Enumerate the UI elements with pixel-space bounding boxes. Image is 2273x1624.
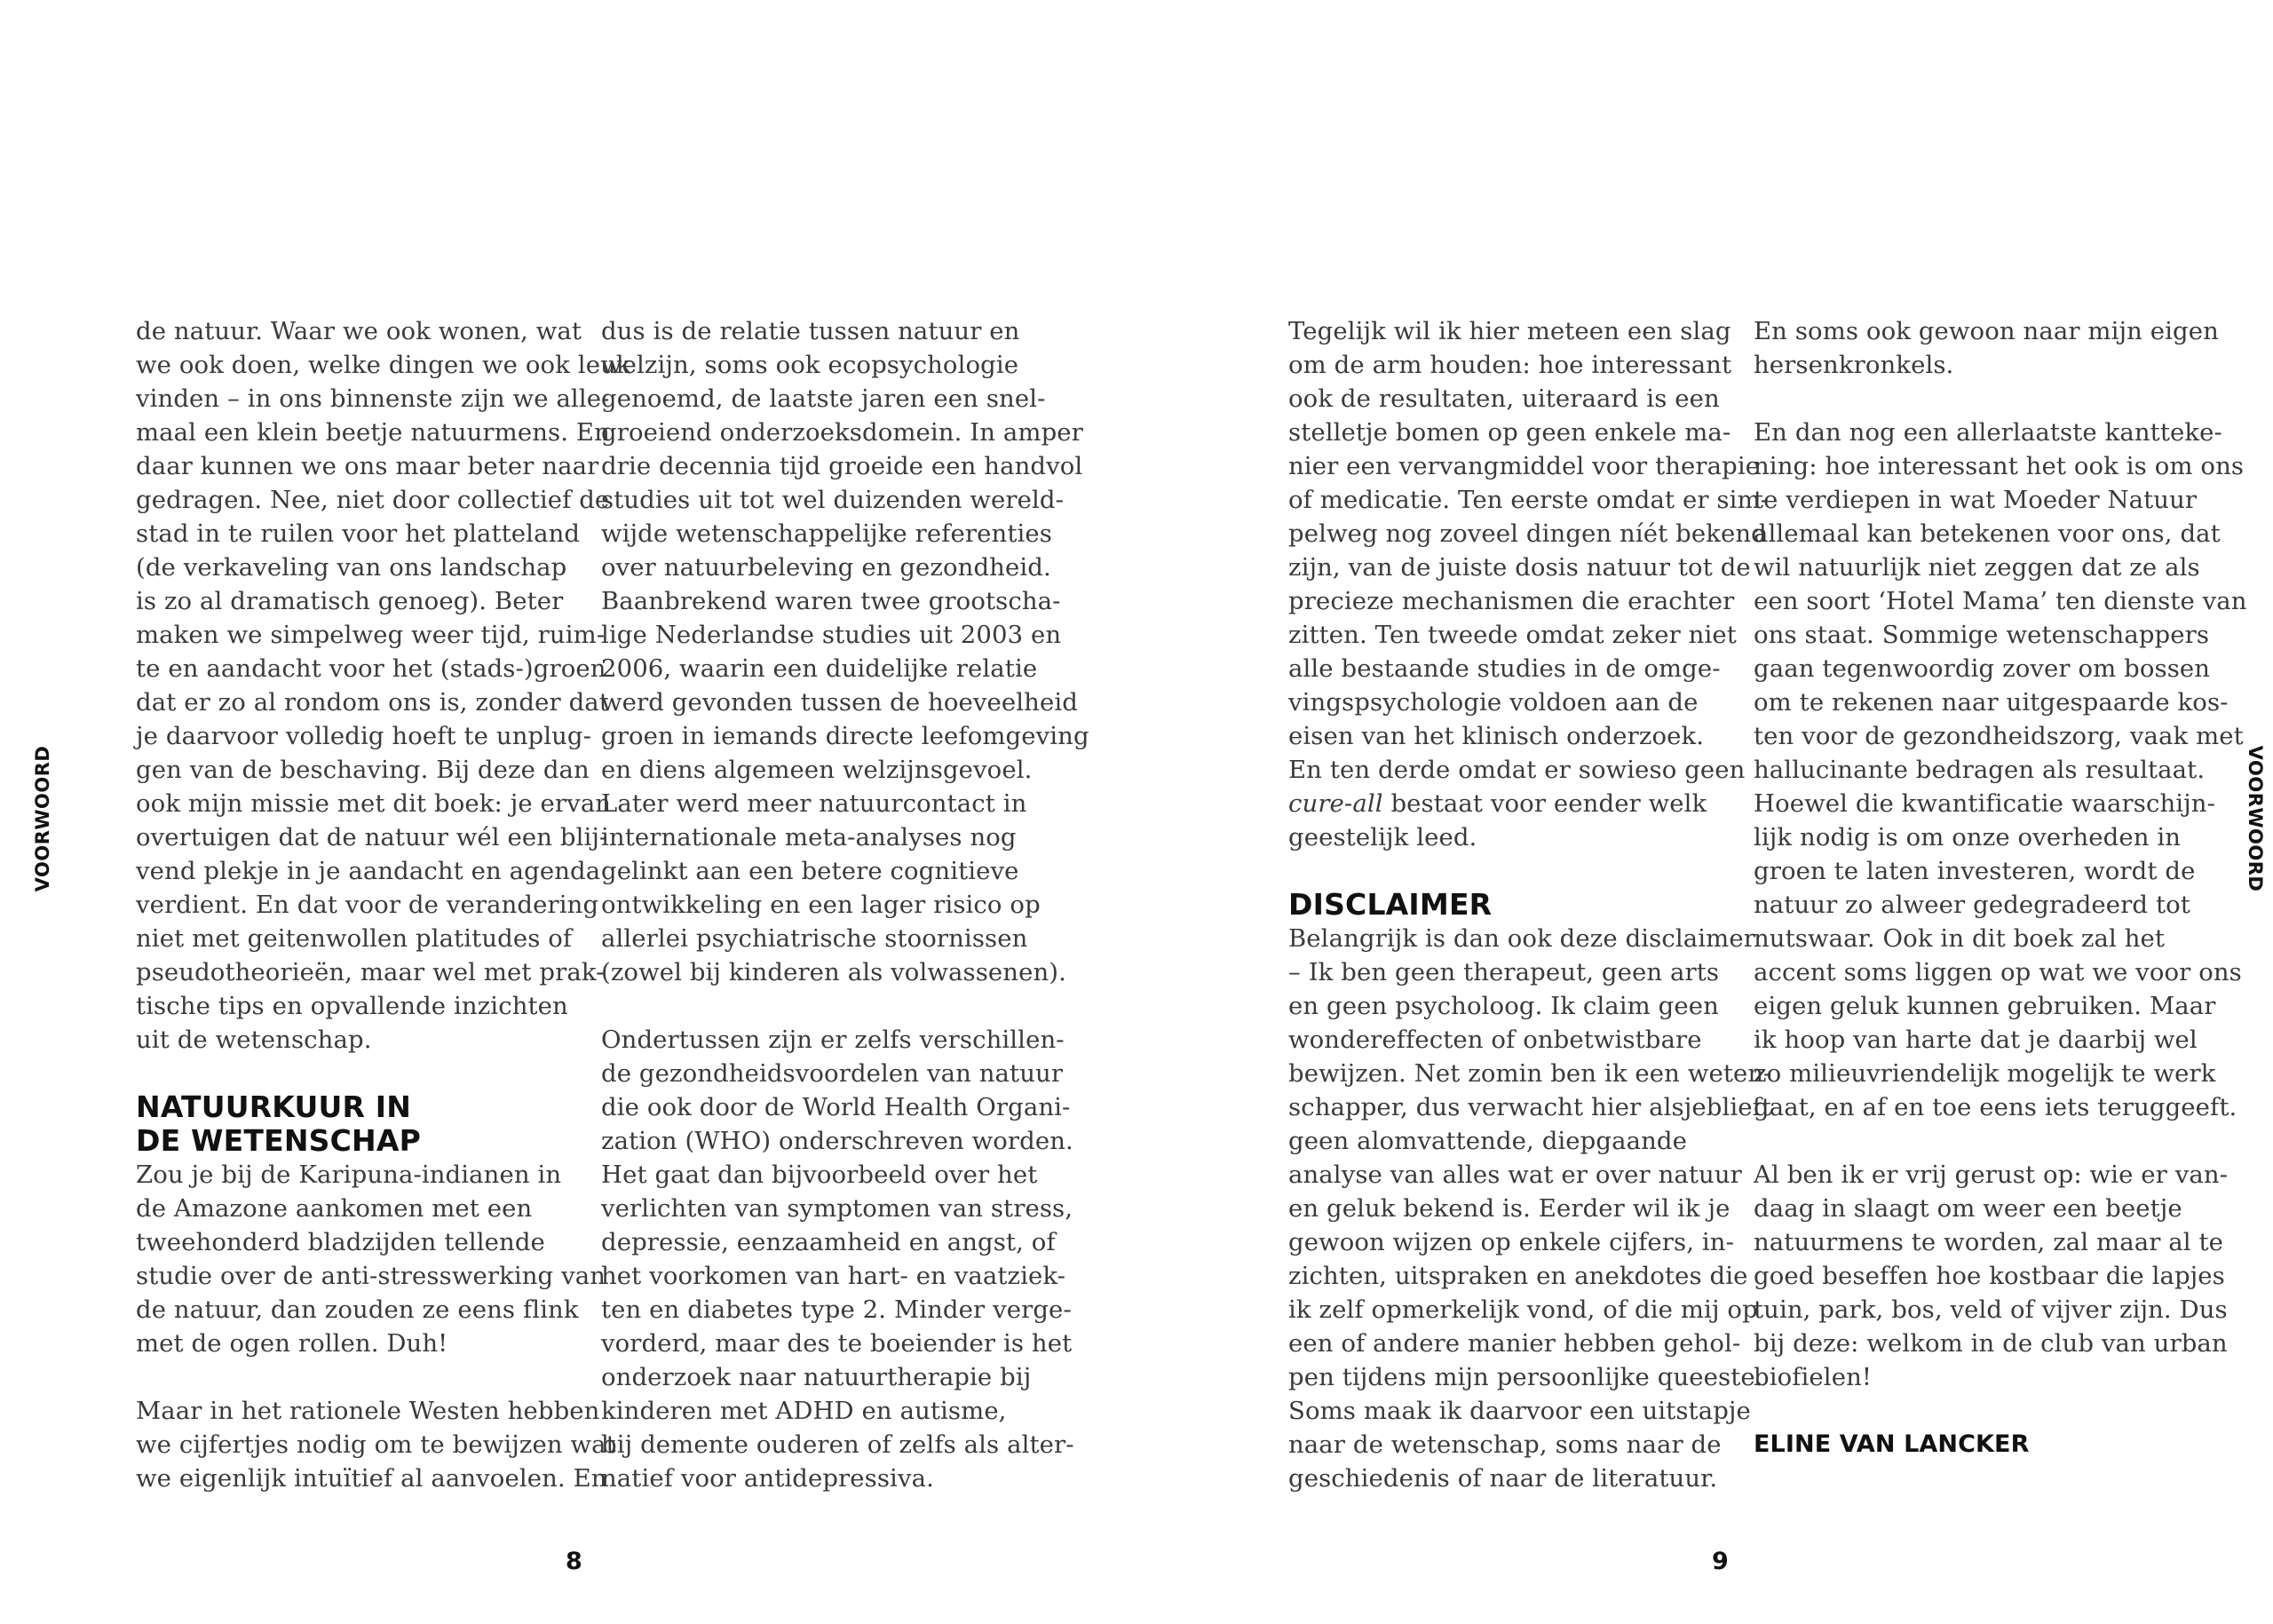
text-line: analyse van alles wat er over natuur [1288, 1161, 1742, 1189]
text-line: je daarvoor volledig hoeft te unplug- [136, 722, 592, 750]
text-line: (zowel bij kinderen als volwassenen). [601, 958, 1066, 986]
text-line: tuin, park, bos, veld of vijver zijn. Dus [1754, 1295, 2228, 1324]
text-line: Maar in het rationele Westen hebben [136, 1397, 600, 1425]
column-3 [1288, 314, 1772, 1495]
text-line: tweehonderd bladzijden tellende [136, 1228, 545, 1256]
text-line: naar de wetenschap, soms naar de [1288, 1430, 1722, 1459]
text-line: te en aandacht voor het (stads-)groen [136, 654, 606, 683]
text-line: natuurmens te worden, zal maar al te [1754, 1228, 2224, 1256]
paragraph [136, 1158, 606, 1360]
text-line: gaat, en af en toe eens iets teruggeeft. [1754, 1093, 2237, 1121]
text-line: zitten. Ten tweede omdat zeker niet [1288, 621, 1737, 649]
paragraph [136, 1394, 616, 1495]
text-line: accent soms liggen op wat we voor ons [1754, 958, 2242, 986]
text-line: ik hoop van harte dat je daarbij wel [1754, 1026, 2198, 1054]
text-line: we ook doen, welke dingen we ook leuk [136, 351, 631, 379]
text-line: wondereffecten of onbetwistbare [1288, 1026, 1702, 1054]
section-heading-disclaimer: DISCLAIMER [1288, 887, 1493, 922]
text-line: 2006, waarin een duidelijke relatie [601, 654, 1038, 683]
text-line: zichten, uitspraken en anekdotes die [1288, 1262, 1748, 1290]
text-line: ons staat. Sommige wetenschappers [1754, 621, 2210, 649]
text-line: we eigenlijk intuïtief al aanvoelen. En [136, 1464, 607, 1493]
text-line: nier een vervangmiddel voor therapie [1288, 452, 1761, 480]
text-line: met de ogen rollen. Duh! [136, 1329, 448, 1358]
text-line: DE WETENSCHAP [136, 1123, 421, 1158]
text-line: vinden – in ons binnenste zijn we alle- [136, 384, 610, 413]
text-line: vingspsychologie voldoen aan de [1288, 688, 1699, 717]
text-line: ik zelf opmerkelijk vond, of die mij op [1288, 1295, 1758, 1324]
text-line: ook mijn missie met dit boek: je ervan [136, 789, 612, 818]
text-line: gen van de beschaving. Bij deze dan [136, 756, 590, 784]
text-line: wijde wetenschappelijke referenties [601, 519, 1052, 548]
text-line: tische tips en opvallende inzichten [136, 992, 568, 1020]
paragraph [1754, 1158, 2229, 1394]
text-line: daar kunnen we ons maar beter naar [136, 452, 599, 480]
text-line: internationale meta-analyses nog [601, 823, 1017, 852]
text-line: over natuurbeleving en gezondheid. [601, 553, 1051, 582]
text-line: geestelijk leed. [1288, 823, 1477, 852]
text-line: biofielen! [1754, 1363, 1873, 1391]
text-line: uit de wetenschap. [136, 1026, 372, 1054]
text-line: (de verkaveling van ons landschap [136, 553, 567, 582]
text-line: vorderd, maar des te boeiender is het [601, 1329, 1073, 1358]
text-line: te verdiepen in wat Moeder Natuur [1754, 486, 2198, 514]
paragraph [136, 314, 631, 1057]
text-line: hersenkronkels. [1754, 351, 1954, 379]
text-line: ning: hoe interessant het ook is om ons [1754, 452, 2245, 480]
text-line: het voorkomen van hart- en vaatziek- [601, 1262, 1066, 1290]
text-line: bewijzen. Net zomin ben ik een weten- [1288, 1059, 1772, 1088]
italic-term: cure-all [1288, 789, 1383, 818]
text-line: maal een klein beetje natuurmens. En [136, 418, 610, 447]
paragraph [1754, 314, 2219, 382]
text-line: drie decennia tijd groeide een handvol [601, 452, 1083, 480]
text-line: dus is de relatie tussen natuur en [601, 317, 1020, 345]
paragraph [1288, 922, 1772, 1495]
column-4 [1754, 314, 2247, 1462]
text-line: bij demente ouderen of zelfs als alter- [601, 1430, 1074, 1459]
text-line: en diens algemeen welzijnsgevoel. [601, 756, 1033, 784]
paragraph [1754, 416, 2247, 1124]
text-line: lijk nodig is om onze overheden in [1754, 823, 2182, 852]
text-line: eisen van het klinisch onderzoek. [1288, 722, 1705, 750]
text-line: Later werd meer natuurcontact in [601, 789, 1027, 818]
text-line: En ten derde omdat er sowieso geen [1288, 756, 1746, 784]
text-line: precieze mechanismen die erachter [1288, 587, 1735, 615]
text-line: groen te laten investeren, wordt de [1754, 857, 2196, 885]
text-line: vend plekje in je aandacht en agenda [136, 857, 601, 885]
paragraph [601, 1023, 1074, 1495]
text-line: schapper, dus verwacht hier alsjeblieft [1288, 1093, 1772, 1121]
text-line: geschiedenis of naar de literatuur. [1288, 1464, 1718, 1493]
text-line: Al ben ik er vrij gerust op: wie er van- [1754, 1161, 2229, 1189]
side-label-left: VOORWOORD [32, 745, 53, 892]
text-line: we cijfertjes nodig om te bewijzen wat [136, 1430, 616, 1459]
text-line: maken we simpelweg weer tijd, ruim- [136, 621, 606, 649]
text-line: onderzoek naar natuurtherapie bij [601, 1363, 1032, 1391]
text-line: een soort ‘Hotel Mama’ ten dienste van [1754, 587, 2247, 615]
text-line: groen in iemands directe leefomgeving [601, 722, 1089, 750]
text-line: een of andere manier hebben gehol- [1288, 1329, 1741, 1358]
text-line: de natuur, dan zouden ze eens flink [136, 1295, 579, 1324]
text-line: welzijn, soms ook ecopsychologie [601, 351, 1019, 379]
text-line: nutswaar. Ook in dit boek zal het [1754, 924, 2166, 953]
text-line: Tegelijk wil ik hier meteen een slag [1288, 317, 1731, 345]
paragraph [601, 314, 1089, 989]
text-line: natief voor antidepressiva. [601, 1464, 934, 1493]
text-line: depressie, eenzaamheid en angst, of [601, 1228, 1056, 1256]
text-line: En dan nog een allerlaatste kantteke- [1754, 418, 2222, 447]
text-line: lige Nederlandse studies uit 2003 en [601, 621, 1062, 649]
text-line: Zou je bij de Karipuna-indianen in [136, 1161, 562, 1189]
text-line: cure-all bestaat voor eender welk [1288, 789, 1707, 818]
text-line: kinderen met ADHD en autisme, [601, 1397, 1007, 1425]
text-line: ten voor de gezondheidszorg, vaak met [1754, 722, 2244, 750]
text-line: gelinkt aan een betere cognitieve [601, 857, 1019, 885]
text-line: zation (WHO) onderschreven worden. [601, 1127, 1073, 1155]
text-line: die ook door de World Health Organi- [601, 1093, 1071, 1121]
text-line: natuur zo alweer gedegradeerd tot [1754, 891, 2190, 919]
column-1 [136, 314, 631, 1495]
text-line: allerlei psychiatrische stoornissen [601, 924, 1028, 953]
text-line: stelletje bomen op geen enkele ma- [1288, 418, 1731, 447]
text-line: ook de resultaten, uiteraard is een [1288, 384, 1720, 413]
text-line: om te rekenen naar uitgespaarde kos- [1754, 688, 2229, 717]
text-line: daag in slaagt om weer een beetje [1754, 1194, 2182, 1223]
text-line: de gezondheidsvoordelen van natuur [601, 1059, 1064, 1088]
text-line: pen tijdens mijn persoonlijke queeste. [1288, 1363, 1763, 1391]
text-line: werd gevonden tussen de hoeveelheid [601, 688, 1078, 717]
text-line: studie over de anti-stresswerking van [136, 1262, 606, 1290]
page-number-left: 8 [566, 1548, 582, 1575]
text-line: of medicatie. Ten eerste omdat er sim- [1288, 486, 1770, 514]
text-line: pseudotheorieën, maar wel met prak- [136, 958, 605, 986]
text-line: alle bestaande studies in de omge- [1288, 654, 1721, 683]
text-line: gaan tegenwoordig zover om bossen [1754, 654, 2211, 683]
side-label-right: VOORWOORD [2245, 745, 2266, 892]
column-2 [601, 314, 1089, 1495]
paragraph [1288, 314, 1770, 854]
text-line: gewoon wijzen op enkele cijfers, in- [1288, 1228, 1735, 1256]
text-line: genoemd, de laatste jaren een snel- [601, 384, 1046, 413]
text-line: stad in te ruilen voor het platteland [136, 519, 581, 548]
text-line: overtuigen dat de natuur wél een blij- [136, 823, 608, 852]
text-line: verdient. En dat voor de verandering [136, 891, 599, 919]
text-line: Ondertussen zijn er zelfs verschillen- [601, 1026, 1065, 1054]
text-line: de natuur. Waar we ook wonen, wat [136, 317, 582, 345]
text-line: pelweg nog zoveel dingen níét bekend [1288, 519, 1767, 548]
text-line: bij deze: welkom in de club van urban [1754, 1329, 2228, 1358]
text-line: de Amazone aankomen met een [136, 1194, 533, 1223]
text-line: Hoewel die kwantificatie waarschijn- [1754, 789, 2215, 818]
text-line: geen alomvattende, diepgaande [1288, 1127, 1687, 1155]
text-line: wil natuurlijk niet zeggen dat ze als [1754, 553, 2200, 582]
author-signature: ELINE VAN LANCKER [1754, 1430, 2030, 1458]
text-line: Soms maak ik daarvoor een uitstapje [1288, 1397, 1751, 1425]
text-line: zo milieuvriendelijk mogelijk te werk [1754, 1059, 2216, 1088]
text-line: allemaal kan betekenen voor ons, dat [1754, 519, 2221, 548]
text-line: en geen psycholoog. Ik claim geen [1288, 992, 1719, 1020]
text-line: hallucinante bedragen als resultaat. [1754, 756, 2206, 784]
text-line: gedragen. Nee, niet door collectief de [136, 486, 610, 514]
text-line: is zo al dramatisch genoeg). Beter [136, 587, 564, 615]
text-line: groeiend onderzoeksdomein. In amper [601, 418, 1083, 447]
text-line: studies uit tot wel duizenden wereld- [601, 486, 1064, 514]
text-line: – Ik ben geen therapeut, geen arts [1288, 958, 1720, 986]
text-line: niet met geitenwollen platitudes of [136, 924, 573, 953]
text-line: om de arm houden: hoe interessant [1288, 351, 1732, 379]
text-line: verlichten van symptomen van stress, [601, 1194, 1073, 1223]
text-line: En soms ook gewoon naar mijn eigen [1754, 317, 2219, 345]
text-line: en geluk bekend is. Eerder wil ik je [1288, 1194, 1730, 1223]
text-line: Belangrijk is dan ook deze disclaimer [1288, 924, 1755, 953]
text-line: dat er zo al rondom ons is, zonder dat [136, 688, 609, 717]
text-line: NATUURKUUR IN [136, 1089, 412, 1124]
text-line: ontwikkeling en een lager risico op [601, 891, 1041, 919]
page-number-right: 9 [1712, 1548, 1729, 1575]
text-line: eigen geluk kunnen gebruiken. Maar [1754, 992, 2216, 1020]
text-line: ten en diabetes type 2. Minder verge- [601, 1295, 1072, 1324]
text-line: goed beseffen hoe kostbaar die lapjes [1754, 1262, 2225, 1290]
section-heading-natuurkuur [136, 1090, 553, 1158]
text-line: zijn, van de juiste dosis natuur tot de [1288, 553, 1751, 582]
text-line: Het gaat dan bijvoorbeeld over het [601, 1161, 1038, 1189]
text-line: Baanbrekend waren twee grootscha- [601, 587, 1061, 615]
